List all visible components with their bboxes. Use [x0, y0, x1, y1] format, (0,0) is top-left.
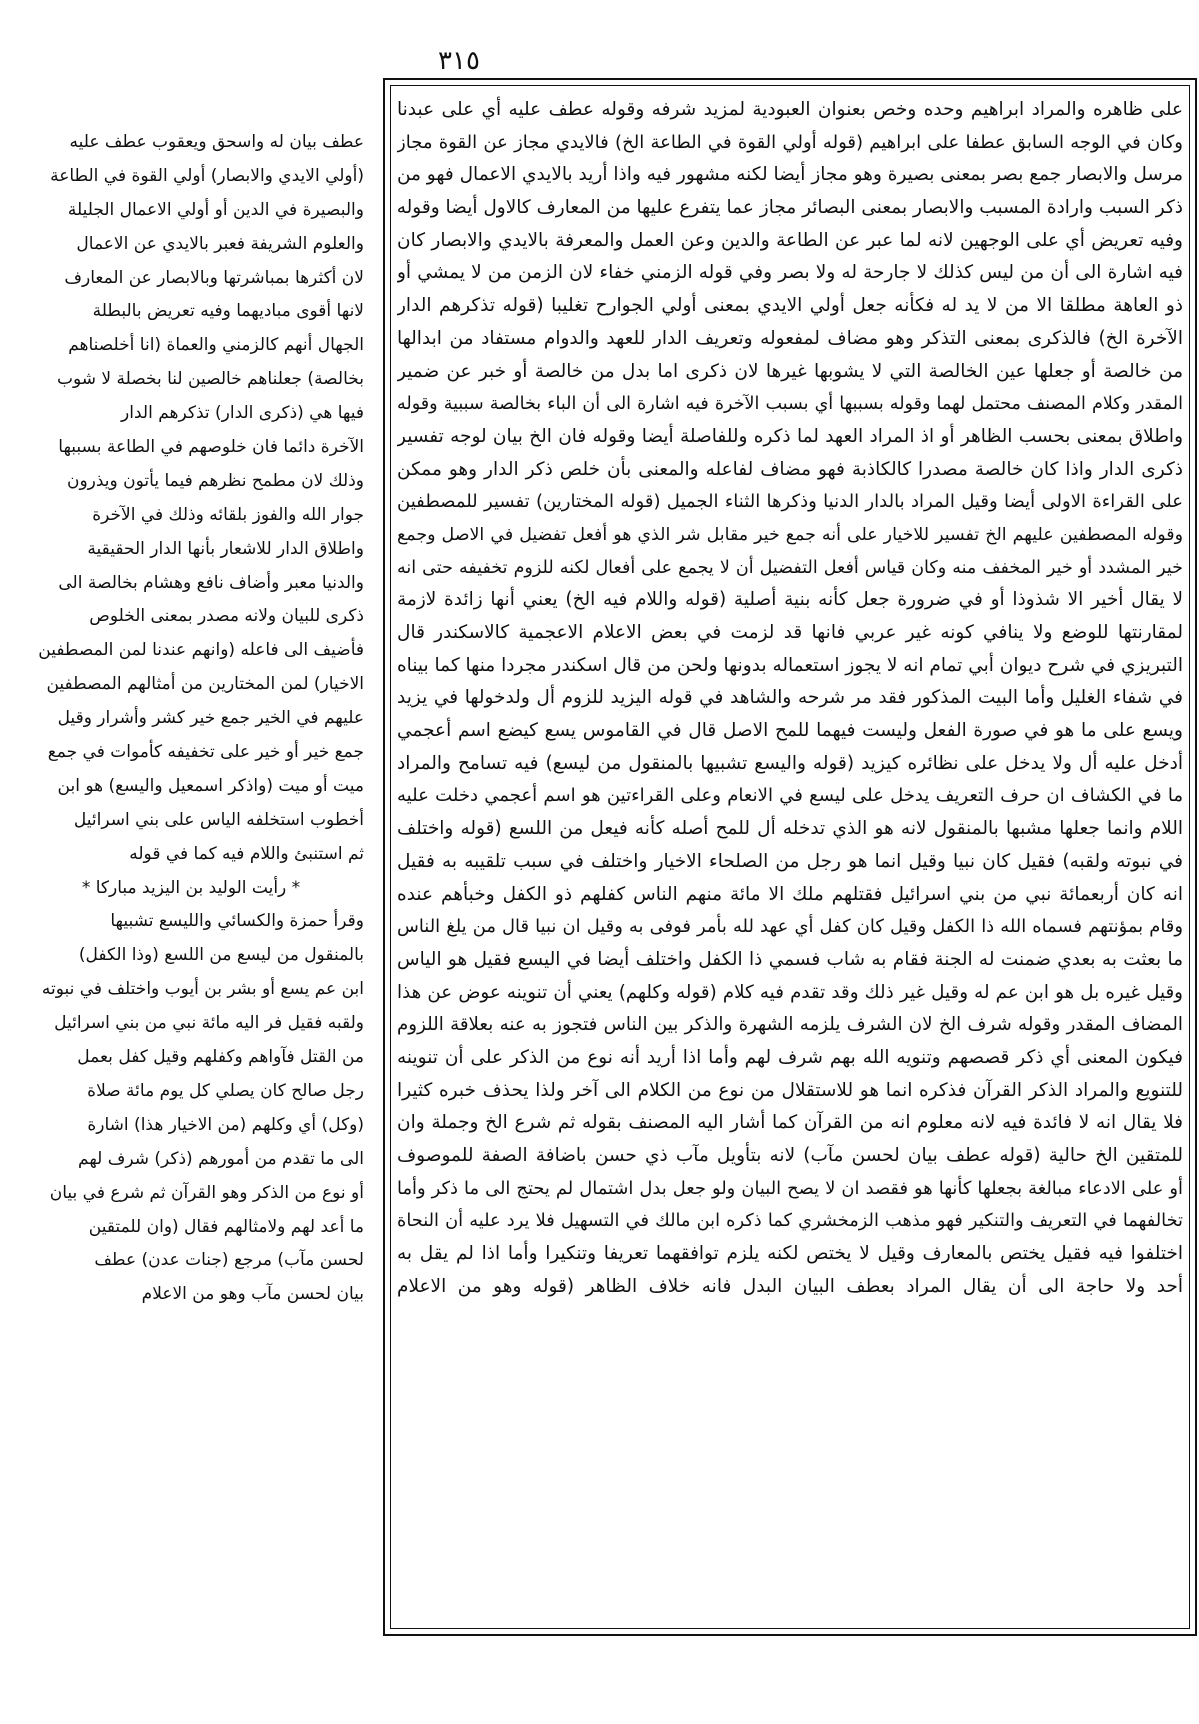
- main-text-line: وقيل غيره بل هو ابن عم له وقيل غير ذلك وقد تقدم فيه كلام (قوله وكلهم) يعني أن تنوينه عوض عن هذا: [397, 981, 1183, 1003]
- margin-text-line: ولقبه فقيل فر اليه مائة نبي من بني اسرائيل: [54, 1013, 364, 1034]
- margin-text-line: والعلوم الشريفة فعبر بالايدي عن الاعمال: [76, 233, 364, 254]
- margin-text-line: الآخرة دائما فان خلوصهم في الطاعة بسببها: [58, 437, 364, 458]
- main-text-line: أحد ولا حاجة الى أن يقال المراد بعطف البيان البدل فانه خلاف الظاهر (قوله وهو من الاعلام: [397, 1275, 1183, 1297]
- margin-text-line: جوار الله والفوز بلقائه وذلك في الآخرة: [92, 504, 364, 525]
- main-text-line: على القراءة الاولى أيضا وقيل المراد بالدار الدنيا وذكرها الثناء الجميل (قوله المختارين) تفسير للمصطفين: [397, 491, 1183, 513]
- margin-text-line: ميت أو ميت (واذكر اسمعيل واليسع) هو ابن: [57, 775, 364, 796]
- main-text-line: ما بعثت به بعدي ضمنت له الجنة فقام به شاب فسمي ذا الكفل واختلف أيضا في اليسع فقيل هو الياس: [397, 948, 1183, 970]
- main-text-line: الآخرة الخ) فالذكرى بمعنى التذكر وهو مضاف لمفعوله وتعريف الدار للعهد والدوام مستفاد من ابدالها: [397, 327, 1183, 349]
- main-text-line: خير المشدد أو خير المخفف منه وكان قياس أفعل التفضيل أن لا يجمع على أفعال لكنه للزوم تخفيفه حتى انه: [397, 557, 1183, 578]
- margin-text-line: بيان لحسن مآب وهو من الاعلام: [141, 1284, 364, 1305]
- margin-text-line: ابن عم يسع أو بشر بن أيوب واختلف في نبوته: [41, 979, 364, 1000]
- margin-text-line: ثم استنبئ واللام فيه كما في قوله: [129, 843, 364, 864]
- main-text-line: فيه اشارة الى أن من ليس كذلك لا جارحة له ولا بصر وفي قوله الزمني خفاء لان الزمن من لا يمشي أو: [397, 262, 1183, 284]
- margin-text-line: * رأيت الوليد بن اليزيد مباركا *: [81, 877, 301, 898]
- margin-text-line: وقرأ حمزة والكسائي والليسع تشبيها: [110, 911, 364, 932]
- main-text-line: لا يقال أخير الا شذوذا أو في ضرورة جعل كأنه بنية أصلية (قوله واللام فيه الخ) يعني أنها زائدة لازمة: [397, 589, 1183, 611]
- main-text-line: أدخل عليه أل ولا يدخل على نظائره كيزيد (قوله واليسع تشبيها بالمنقول من ليسع) فيه تسامح والمراد: [397, 752, 1183, 774]
- main-text-line: واطلاق بمعنى بحسب الظاهر أو اذ المراد العهد لما ذكره وللفاصلة أيضا وقوله فان الخ بيان لوجه تفسير: [397, 425, 1183, 447]
- main-text-line: ويسع على ما هو في صورة الفعل وليست فيهما للمح الاصل قال في القاموس يسع كيضع اسم أعجمي: [397, 720, 1183, 742]
- margin-text-line: الجهال أنهم كالزمني والعماة (انا أخلصناهم: [68, 335, 364, 356]
- main-text-line: مرسل والابصار جمع بصر بمعنى بصيرة وهو مجاز أيضا لكنه مشهور فيه واذا أريد بالايدي الاعمال فهو من: [397, 164, 1183, 186]
- main-text-line: على ظاهره والمراد ابراهيم وحده وخص بعنوان العبودية لمزيد شرفه وقوله عطف عليه أي على عبدنا: [397, 99, 1183, 120]
- main-text-line: فلا يقال انه لا فائدة فيه لانه معلوم انه من القرآن كما أشار اليه المصنف بقوله ثم شرع الخ وجملة وان: [397, 1112, 1183, 1134]
- margin-text-line: أو نوع من الذكر وهو القرآن ثم شرع في بيان: [49, 1182, 364, 1203]
- main-text-line: وكان في الوجه السابق عطفا على ابراهيم (قوله أولي القوة في الطاعة الخ) فالايدي مجاز عن القوة مجاز: [397, 131, 1183, 153]
- margin-text-line: ما أعد لهم ولامثالهم فقال (وان للمتقين: [88, 1216, 364, 1237]
- main-text-line: في نبوته ولقبه) فقيل كان نبيا وقيل انما هو رجل من الصلحاء الاخيار واختلف في سبب تلقيبه به فقيل: [397, 850, 1183, 872]
- margin-text-line: رجل صالح كان يصلي كل يوم مائة صلاة: [87, 1080, 364, 1101]
- margin-text-line: ذكرى للبيان ولانه مصدر بمعنى الخلوص: [89, 606, 364, 627]
- margin-text-line: والبصيرة في الدين أو أولي الاعمال الجليلة: [67, 199, 364, 220]
- main-text-line: ذو العاهة مطلقا الا من لا يد له فكأنه جعل أولي الايدي بمعنى أولي الجوارح تغليبا (قوله تذكرهم الدار: [397, 295, 1183, 317]
- main-text-line: ذكرى الدار واذا كان خالصة مصدرا كالكاذبة فهو مضاف لفاعله والمعنى بأن خلص ذكر الدار وهو ممكن: [397, 458, 1183, 480]
- margin-text-line: لانها أقوى مباديهما وفيه تعريض بالبطلة: [92, 301, 364, 322]
- main-text-line: انه كان أربعمائة نبي من بني اسرائيل فقتلهم ملك الا مائة منهم الناس كفلهم ذو الكفل وخبأهم عنده: [397, 883, 1183, 905]
- main-text-line: أو على الادعاء مبالغة بجعلها كأنها هو فقصد ان لا يصح البيان ولو جعل بدل اشتمال لم يحتج الى ما ذكر وأما: [397, 1177, 1183, 1199]
- main-text-line: في شفاء الغليل وأما البيت المذكور فقد مر شرحه والشاهد في قوله اليزيد للزوم أل ولدخولها في يزيد: [397, 687, 1183, 709]
- main-text-line: للتنويع والمراد الذكر القرآن فذكره انما هو للاستقلال من نوع من الكلام الى آخر ولذا يحذف خبره كثيرا: [397, 1079, 1183, 1101]
- margin-text-line: (وكل) أي وكلهم (من الاخيار هذا) اشارة: [87, 1114, 364, 1135]
- main-text-line: فيكون المعنى أي ذكر قصصهم وتنويه الله بهم شرف لهم وأما اذا أريد أنه نوع من الذكر على أن تنوينه: [397, 1046, 1183, 1068]
- margin-text-line: الاخيار) لمن المختارين من أمثالهم المصطفين: [46, 674, 364, 695]
- margin-text-line: بالمنقول من ليسع من اللسع (وذا الكفل): [78, 945, 364, 966]
- main-text-line: وقوله المصطفين عليهم الخ تفسير للاخيار على أنه جمع خير مقابل شر الذي هو أفعل تفضيل في الاصل وجمع: [397, 524, 1183, 545]
- main-text-line: ما في الكشاف ان حرف التعريف يدخل على ليسع في الانعام وعلى القراءتين هو اسم أعجمي دخلت عليه: [397, 785, 1183, 807]
- margin-text-line: لان أكثرها بمباشرتها وبالابصار عن المعارف: [64, 267, 364, 288]
- margin-text-line: عليهم في الخير جمع خير كشر وأشرار وقيل: [57, 708, 364, 729]
- margin-text-line: فأضيف الى فاعله (وانهم عندنا لمن المصطفين: [38, 640, 364, 661]
- main-text-line: التبريزي في شرح ديوان أبي تمام انه لا يجوز استعماله بدونها ولحن من قال اسكندر مجردا منها كما بيناه: [397, 654, 1183, 676]
- main-text-line: المضاف المقدر وقوله شرف الخ لان الشرف يلزمه الشهرة والذكر بين الناس فتجوز به عنه بعلاقة اللزوم: [397, 1014, 1183, 1036]
- main-commentary-column: [397, 94, 1183, 1622]
- main-text-line: وقام بمؤنتهم فسماه الله ذا الكفل وقيل كان كفل أي عهد لله بأمر فوفى به وقيل ان نبيا قال من يلغ الناس: [397, 916, 1183, 938]
- main-text-line: تخالفهما في التعريف والتنكير فهو مذهب الزمخشري كما ذكره ابن مالك في التسهيل فلا يرد عليه أن النحاة: [397, 1210, 1183, 1232]
- margin-text-line: فيها هي (ذكرى الدار) تذكرهم الدار: [121, 403, 364, 424]
- main-text-line: من خالصة أو جعلها عين الخالصة التي لا يشوبها غيرها لان ذكرى اما بدل من خالصة أو خبر عن ضمير: [397, 360, 1183, 382]
- main-text-line: اختلفوا فيه فقيل يختص بالمعارف وقيل لا يختص لكنه يلزم توافقهما تعريفا وتنكيرا وأما اذا لم يقل به: [397, 1243, 1183, 1265]
- main-text-line: اللام وانما جعلها مشبها بالمنقول لانه هو الذي تدخله أل للمح أصله كأنه فيعل من اللسع (قوله واختلف: [397, 818, 1183, 840]
- margin-text-line: عطف بيان له واسحق ويعقوب عطف عليه: [69, 132, 364, 152]
- margin-text-line: (أولي الايدي والابصار) أولي القوة في الطاعة: [50, 165, 364, 186]
- main-text-line: للمتقين الخ حالية (قوله عطف بيان لحسن مآب) لانه بتأويل مآب ذي حسن باضافة الصفة للموصوف: [397, 1145, 1183, 1166]
- main-text-line: المقدر وكلام المصنف محتمل لهما وقوله بسببها أي بسبب الآخرة فيه اشارة الى أن الباء بخالصة سببية وقوله: [397, 394, 1183, 415]
- margin-text-line: واطلاق الدار للاشعار بأنها الدار الحقيقية: [87, 538, 364, 559]
- margin-text-line: الى ما تقدم من أمورهم (ذكر) شرف لهم: [78, 1148, 364, 1169]
- margin-text-line: أخطوب استخلفه الياس على بني اسرائيل: [73, 809, 364, 830]
- margin-commentary-column: [18, 126, 364, 1526]
- margin-text-line: من القتل فآواهم وكفلهم وقيل كفل بعمل: [77, 1047, 364, 1068]
- margin-text-line: والدنيا معبر وأضاف نافع وهشام بخالصة الى: [58, 572, 364, 593]
- margin-text-line: وذلك لان مطمح نظرهم فيما يأتون ويذرون: [66, 470, 364, 491]
- margin-text-line: لحسن مآب) مرجع (جنات عدن) عطف: [94, 1250, 364, 1271]
- page-number: ٣١٥: [438, 46, 480, 76]
- main-text-line: وفيه تعريض أي على الوجهين لانه لما عبر عن الطاعة والدين وعن العمل والمعرفة بالايدي والابصار كان: [397, 229, 1183, 251]
- margin-text-line: بخالصة) جعلناهم خالصين لنا بخصلة لا شوب: [57, 369, 364, 390]
- main-text-line: ذكر السبب وارادة المسبب والابصار بمعنى البصائر مجاز عما يتفرع عليها من المعارف كالاول أيضا وقوله: [397, 197, 1183, 219]
- margin-text-line: جمع خير أو خير على تخفيفه كأموات في جمع: [47, 742, 364, 763]
- main-text-line: لمقارنتها للوضع ولا ينافي كونه غير عربي فانها قد لزمت في بعض الاعلام الاعجمية كالاسكندر قال: [397, 622, 1183, 643]
